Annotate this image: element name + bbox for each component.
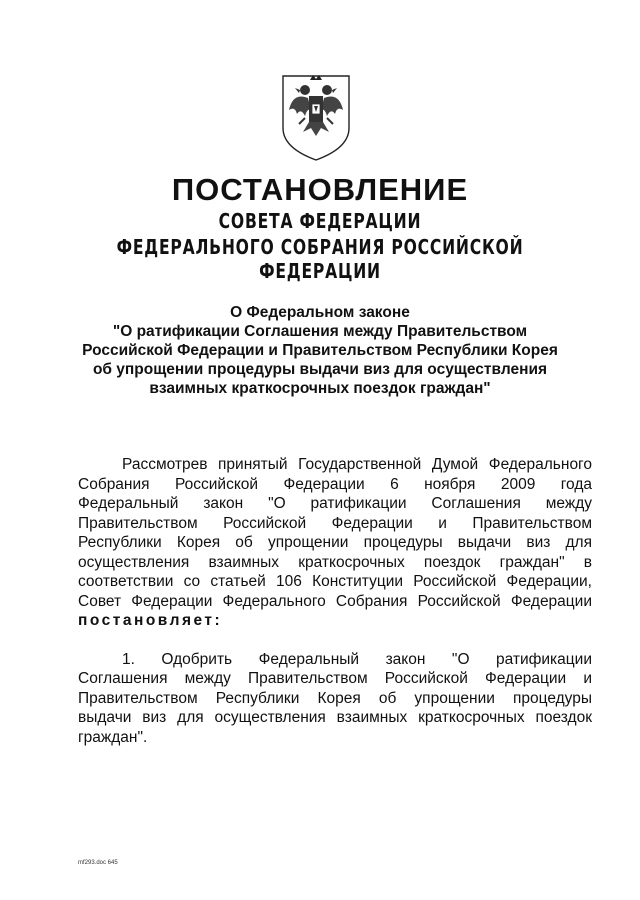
file-reference: mf293.doc 645	[78, 860, 118, 866]
subject-line: "О ратификации Соглашения между Правительством	[112, 323, 528, 340]
subject-line: О Федеральном законе	[230, 304, 410, 321]
subject-line: об упрощении процедуры выдачи виз для осуществления	[92, 361, 548, 378]
body-line: выдачи виз для осуществления взаимных краткосрочных поездок	[78, 709, 592, 726]
body-line: Соглашения между Правительством Российской Федерации и	[78, 670, 592, 687]
issuer-line-1: СОВЕТА ФЕДЕРАЦИИ	[218, 209, 422, 233]
document-body	[78, 455, 592, 747]
subject-line: Российской Федерации и Правительством Республики Корея	[82, 342, 558, 359]
body-line: 1. Одобрить Федеральный закон "О ратификации	[122, 650, 592, 668]
body-line: Правительством Республики Корея об упрощении процедуры	[78, 689, 592, 707]
body-line: Совет Федерации Федерального Собрания Российской Федерации	[78, 592, 592, 610]
issuer-line-2: ФЕДЕРАЛЬНОГО СОБРАНИЯ РОССИЙСКОЙ ФЕДЕРАЦИИ	[116, 235, 524, 283]
body-line: Рассмотрев принятый Государственной Думой Федерального	[122, 456, 592, 473]
body-line: Федеральный закон "О ратификации Соглашения между	[78, 495, 592, 512]
body-line: соответствии со статьей 106 Конституции Российской Федерации,	[78, 573, 592, 590]
document-subject	[60, 303, 580, 398]
resolution-word: постановляет:	[78, 612, 223, 629]
body-line: осуществления взаимных краткосрочных поездок граждан" в	[78, 553, 592, 571]
subject-line: взаимных краткосрочных поездок граждан"	[149, 380, 491, 397]
body-line: Республики Корея об упрощении процедуры выдачи виз для	[78, 534, 592, 551]
body-line: Собрания Российской Федерации 6 ноября 2009 года	[78, 475, 592, 493]
body-line: Правительством Российской Федерации и Правительством	[78, 514, 592, 532]
coat-of-arms-icon	[275, 70, 357, 162]
body-line: граждан".	[78, 728, 148, 746]
document-title: ПОСТАНОВЛЕНИЕ	[171, 172, 469, 207]
